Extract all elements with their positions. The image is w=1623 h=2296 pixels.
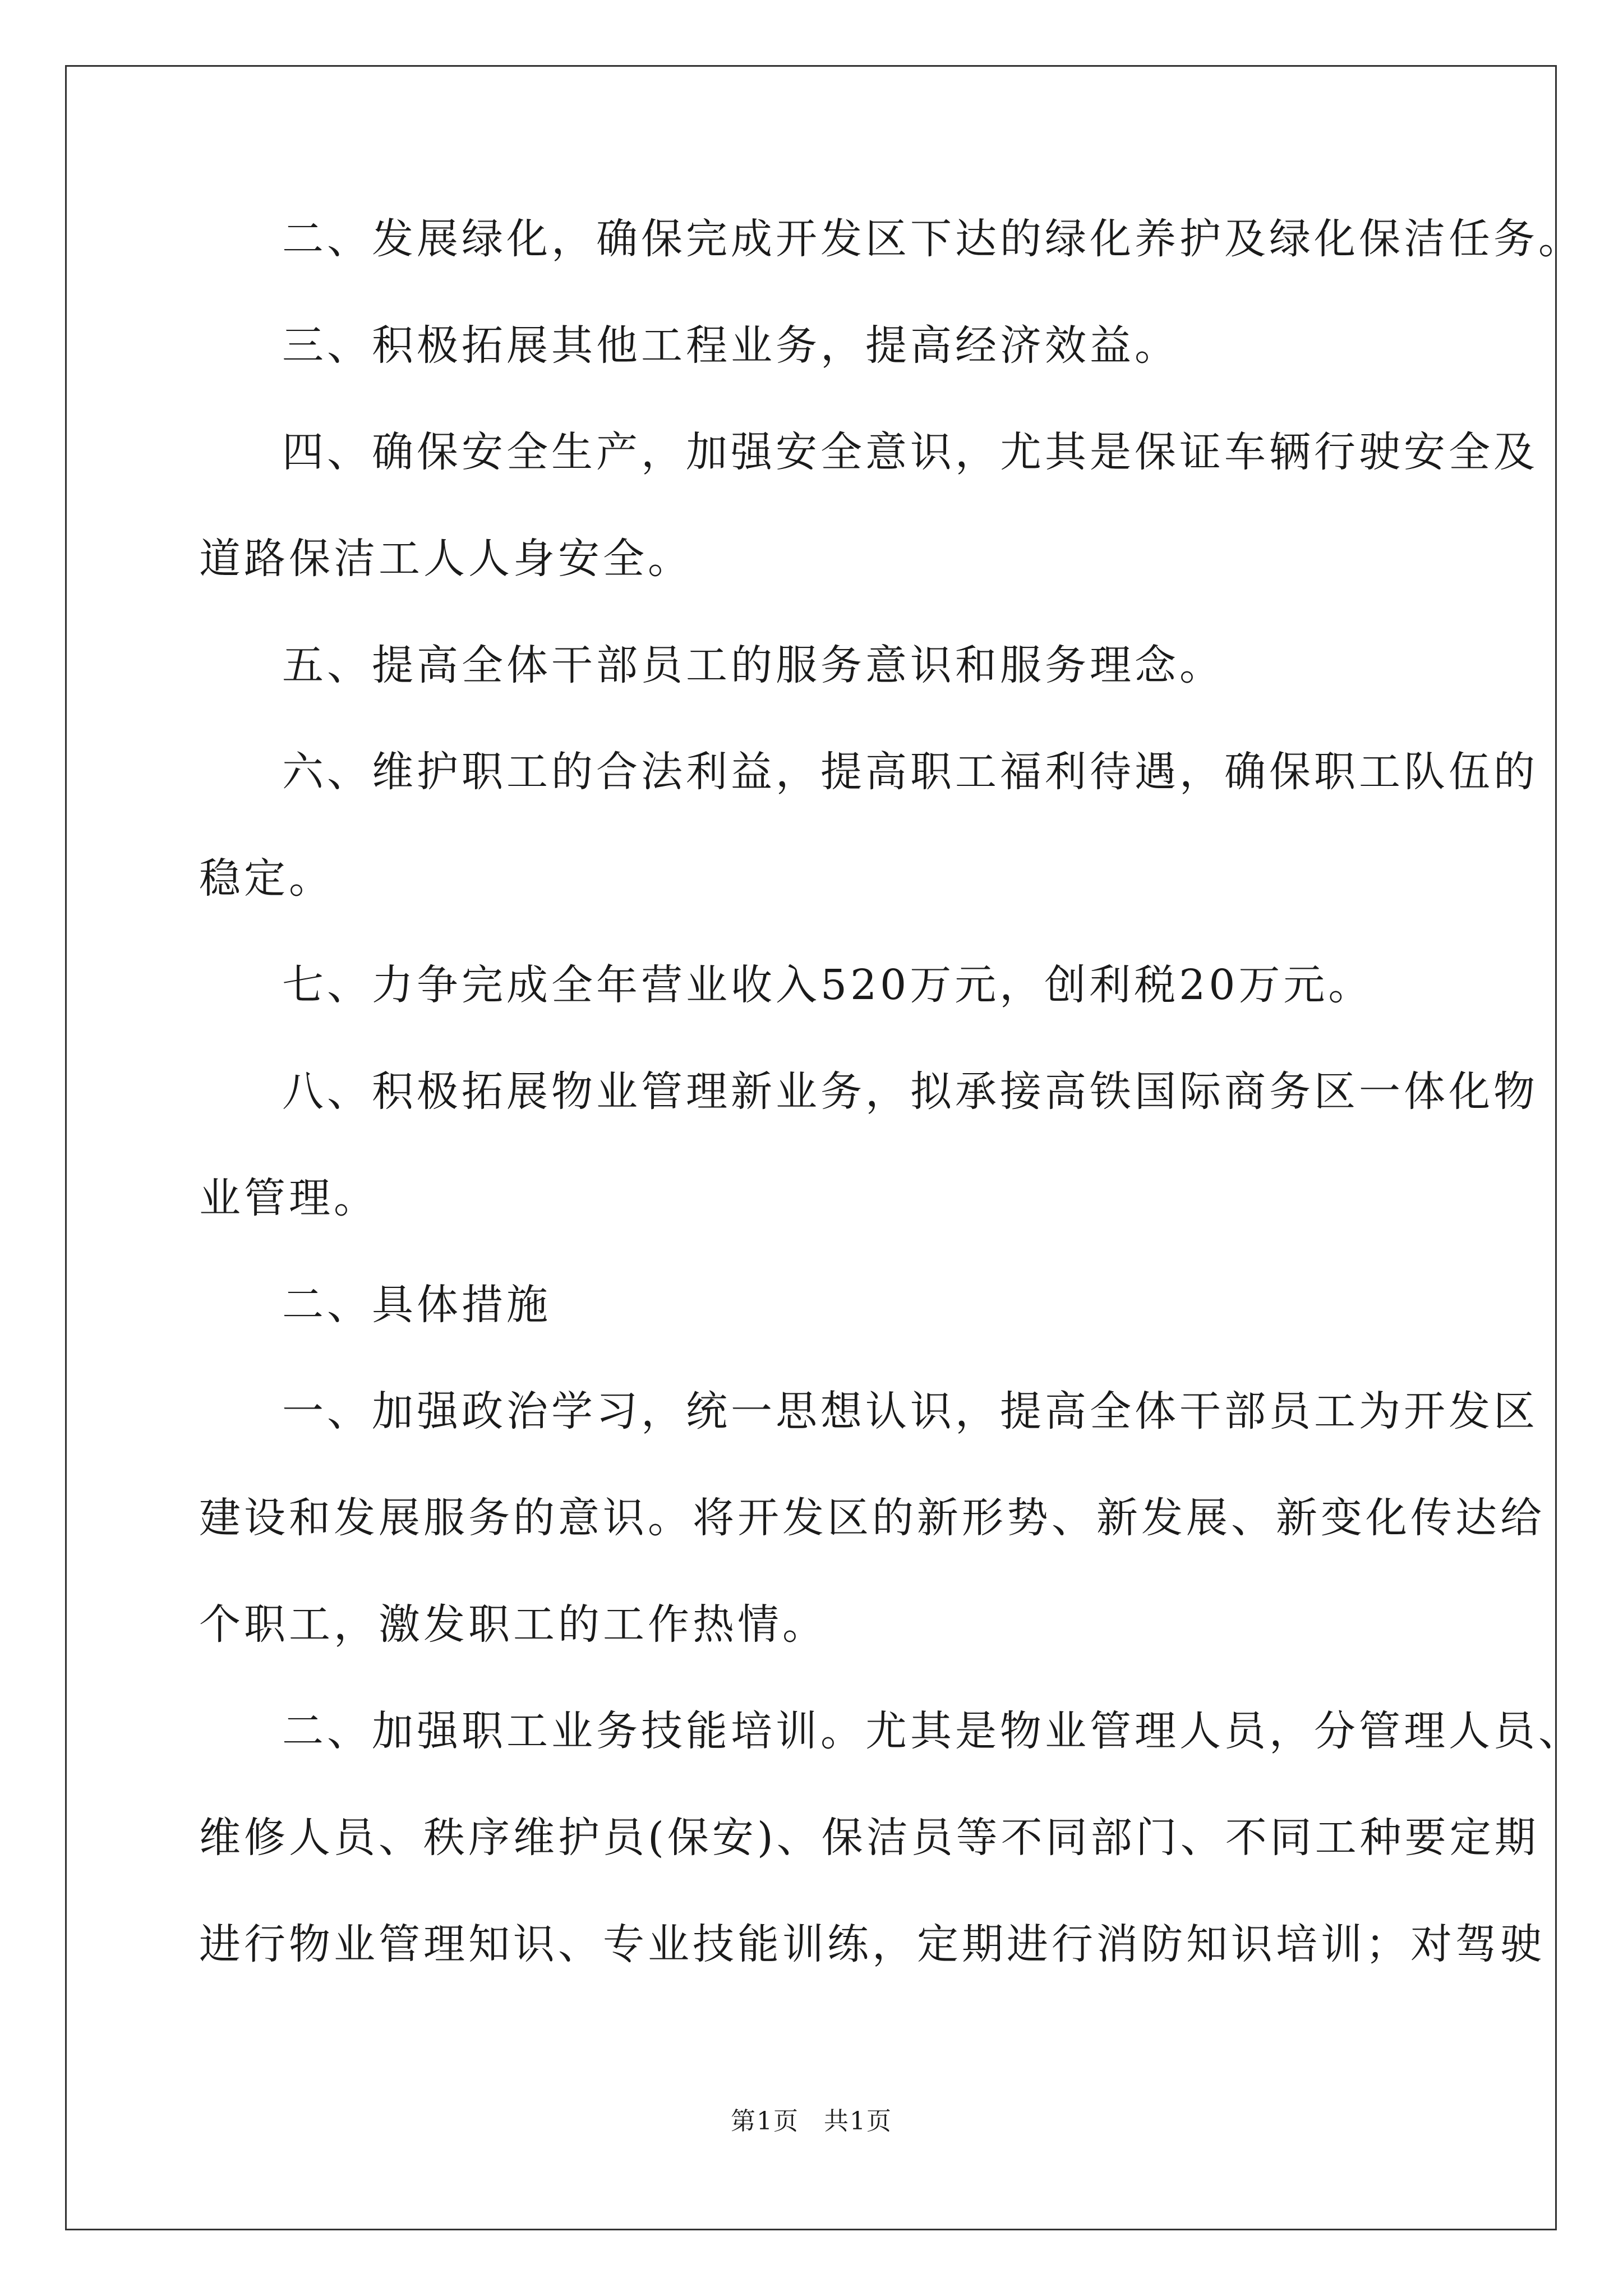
- text-line: 二、发展绿化，确保完成开发区下达的绿化养护及绿化保洁任务。: [282, 215, 1583, 263]
- text-line: 个职工，激发职工的工作热情。: [199, 1600, 827, 1649]
- text-line: 建设和发展服务的意识。将开发区的新形势、新发展、新变化传达给: [199, 1494, 1545, 1542]
- text-line: 七、力争完成全年营业收入520万元，创利税20万元。: [282, 961, 1373, 1009]
- text-line: 进行物业管理知识、专业技能训练，定期进行消防知识培训；对驾驶: [199, 1920, 1545, 1968]
- text-line: 二、加强职工业务技能培训。尤其是物业管理人员，分管理人员、: [282, 1707, 1583, 1755]
- page-total: 共1页: [824, 2107, 892, 2136]
- section-heading: 二、具体措施: [282, 1281, 551, 1329]
- text-line: 一、加强政治学习，统一思想认识，提高全体干部员工为开发区: [282, 1387, 1538, 1435]
- page-footer: [0, 2105, 1623, 2138]
- text-line: 三、积极拓展其他工程业务，提高经济效益。: [282, 321, 1179, 370]
- text-line: 维修人员、秩序维护员(保安)、保洁员等不同部门、不同工种要定期: [199, 1814, 1539, 1862]
- text-line: 五、提高全体干部员工的服务意识和服务理念。: [282, 641, 1224, 689]
- text-line: 稳定。: [199, 854, 334, 903]
- text-line: 业管理。: [199, 1174, 379, 1222]
- page-number: 第1页: [731, 2107, 799, 2136]
- page-border: [65, 65, 1557, 2230]
- text-line: 道路保洁工人人身安全。: [199, 535, 693, 583]
- text-line: 四、确保安全生产，加强安全意识，尤其是保证车辆行驶安全及: [282, 428, 1538, 476]
- text-line: 六、维护职工的合法利益，提高职工福利待遇，确保职工队伍的: [282, 748, 1538, 796]
- text-line: 八、积极拓展物业管理新业务，拟承接高铁国际商务区一体化物: [282, 1068, 1538, 1116]
